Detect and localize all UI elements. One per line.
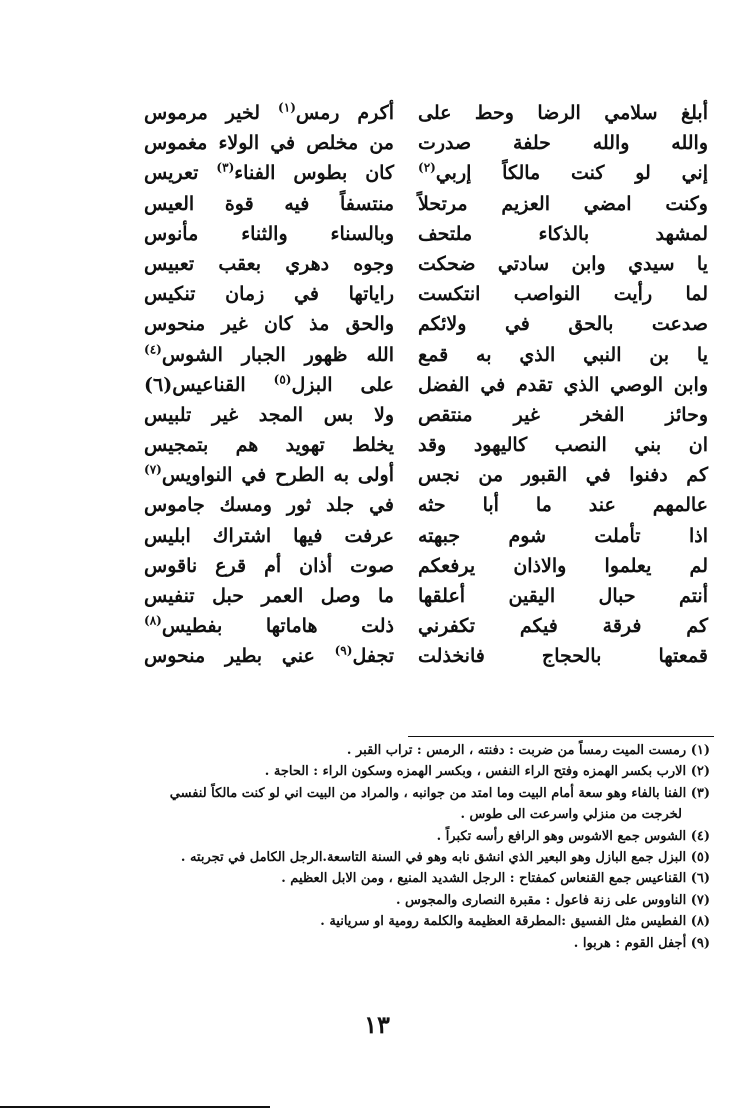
footnote: (١) رمست الميت رمساً من ضربت : دفنته ، الرمس : تراب القبر . [346, 743, 710, 758]
footnote: (٣) الفنا بالفاء وهو سعة أمام البيت وما امتد من جوانبه ، والمراد من البيت اني لو كنت مالكاً لنفسي [169, 785, 710, 801]
verse-second-half-text-after: تعريس [144, 162, 217, 185]
verse-first-half-text: إني لو كنت مالكاً إربي [435, 162, 708, 185]
verse-second-half-text: راياتها في زمان تنكيس [144, 283, 394, 306]
page-number: ١٣ [364, 1010, 390, 1039]
verse-first-half-text: وحائز الفخر غير منتقص [418, 403, 708, 426]
footnote-marker: (٢) [418, 161, 436, 176]
footnote: لخرجت من منزلي واسرعت الى طوس . [460, 807, 682, 823]
verse-first-half-text: أنتم حبال اليقين أعلقها [418, 585, 708, 607]
verse-second-half-text: منتسفاً فيه قوة العيس [144, 192, 394, 215]
footnote: (٦) القناعيس جمع القنعاس كمفتاح : الرجل الشديد المنيع ، ومن الابل العظيم . [281, 871, 710, 887]
verse-first-half [418, 641, 708, 671]
verse-first-half [418, 490, 708, 520]
verse-first-half-text: لما رأيت النواصب انتكست [418, 283, 708, 306]
verse-second-half-text: على البزل [291, 373, 394, 396]
verse-second-half-text: والحق مذ كان غير منحوس [144, 313, 394, 336]
footnote-marker: (٤) [144, 342, 162, 357]
verse-first-half [418, 309, 708, 339]
verse-second-half [144, 460, 394, 490]
verse-second-half-text: أكرم رمس [295, 102, 394, 124]
verse-second-half-text: ذلت هاماتها بفطيس [161, 615, 394, 638]
verse-first-half-text: والله والله حلفة صدرت [418, 132, 708, 155]
footnote-marker: (١) [278, 100, 296, 115]
verse-second-half-text-after: عني بطير منحوس [144, 645, 335, 668]
verse-first-half-text: كم فرقة فيكم تكفرني [418, 615, 708, 638]
verse-second-half-text: يخلط تهويد هم بتمجيس [144, 434, 394, 457]
verse-first-half-text: وابن الوصي الذي تقدم في الفضل [418, 373, 708, 396]
verse-second-half-text: في جلد ثور ومسك جاموس [144, 494, 394, 517]
verse-second-half-text: من مخلص في الولاء مغموس [144, 132, 394, 155]
verse-first-half [418, 279, 708, 309]
footnote-marker: (٥) [273, 372, 292, 387]
verse-first-half-text: قمعتها بالحجاج فانخذلت [418, 645, 708, 668]
verse-second-half [144, 219, 394, 249]
verse-first-half-text: أبلغ سلامي الرضا وحط على [418, 102, 708, 124]
footnote: (٨) الفطيس مثل الفسيق :المطرقة العظيمة والكلمة رومية او سريانية . [320, 914, 710, 930]
verse-second-half-text-after: لخير مرموس [144, 102, 279, 124]
verse-second-half [144, 521, 394, 551]
verse-first-half-text: ان بني النصب كاليهود وقد [418, 434, 708, 457]
verse-first-half-text: يا بن النبي الذي به قمع [418, 343, 708, 366]
verse-second-half [144, 309, 394, 339]
verse-first-half [418, 521, 708, 551]
verse-second-half-text: كان بطوس الفناء [234, 162, 394, 185]
verse-second-half [144, 551, 394, 581]
footnote-marker: (٨) [144, 613, 162, 628]
verse-first-half [418, 400, 708, 430]
footnote-marker: (٧) [144, 462, 162, 477]
verse-second-half [144, 430, 394, 460]
footnote: (٤) الشوس جمع الاشوس وهو الرافع رأسه تكبراً . [436, 828, 710, 844]
verse-second-half-text: الله ظهور الجبار الشوس [161, 343, 394, 366]
footnote-marker: (٣) [216, 161, 235, 176]
verse-first-half [418, 340, 708, 370]
footnote-marker: (٩) [334, 644, 353, 659]
verse-second-half [144, 611, 394, 641]
footnotes [40, 740, 710, 954]
verse-second-half [144, 340, 394, 370]
verse-first-half [418, 581, 708, 611]
verse-first-half [418, 158, 708, 188]
footnote-separator [408, 736, 714, 737]
verse-second-half [144, 581, 394, 611]
verse-second-half-text: صوت أذان أم قرع ناقوس [144, 554, 394, 577]
poem-left-column [144, 98, 394, 672]
verse-first-half-text: لمشهد بالذكاء ملتحف [418, 222, 708, 245]
bottom-rule [0, 1106, 270, 1108]
verse-second-half [144, 249, 394, 279]
verse-first-half [418, 128, 708, 158]
verse-second-half-text-after: القناعيس(٦) [144, 373, 274, 396]
footnote: (٥) البزل جمع البازل وهو البعير الذي انشق نابه وهو في السنة التاسعة.الرجل الكامل في تجربته . [180, 849, 710, 865]
verse-first-half-text: كم دفنوا في القبور من نجس [418, 464, 708, 487]
footnote: (٧) الناووس على زنة فاعول : مقبرة النصارى والمجوس . [395, 892, 710, 908]
verse-second-half [144, 279, 394, 309]
verse-second-half [144, 98, 394, 128]
verse-second-half [144, 641, 394, 671]
verse-first-half [418, 611, 708, 641]
verse-first-half [418, 219, 708, 249]
verse-first-half-text: لم يعلموا والاذان يرفعكم [418, 554, 708, 577]
verse-second-half-text: وجوه دهري بعقب تعبيس [144, 252, 394, 275]
verse-second-half [144, 128, 394, 158]
poem-right-column [418, 98, 708, 672]
verse-second-half [144, 370, 394, 400]
verse-second-half [144, 158, 394, 188]
verse-second-half-text: عرفت فيها اشتراك ابليس [144, 524, 394, 547]
verse-second-half-text: ولا بس المجد غير تلبيس [144, 403, 394, 426]
verse-first-half-text: صدعت بالحق في ولائكم [418, 313, 708, 336]
verse-first-half [418, 551, 708, 581]
verse-second-half-text: وبالسناء والثناء مأنوس [144, 222, 394, 245]
verse-second-half-text: ما وصل العمر حبل تنفيس [144, 585, 394, 607]
verse-second-half [144, 189, 394, 219]
verse-first-half [418, 460, 708, 490]
verse-first-half-text: اذا تأملت شوم جبهته [418, 524, 708, 547]
verse-first-half-text: عالمهم عند ما أبا حثه [418, 494, 708, 517]
footnote: (٩) أجفل القوم : هربوا . [573, 935, 710, 951]
verse-first-half [418, 370, 708, 400]
verse-first-half [418, 249, 708, 279]
verse-second-half [144, 490, 394, 520]
verse-second-half-text: تجفل [352, 645, 394, 668]
verse-first-half [418, 430, 708, 460]
verse-first-half [418, 189, 708, 219]
verse-second-half-text: أولى به الطرح في النواويس [161, 464, 394, 487]
verse-first-half-text: وكنت امضي العزيم مرتحلاً [418, 192, 708, 215]
footnote: (٢) الارب بكسر الهمزه وفتح الراء النفس ، وبكسر الهمزه وسكون الراء : الحاجة . [264, 764, 710, 780]
verse-first-half-text: يا سيدي وابن سادتي ضحكت [418, 252, 708, 275]
verse-second-half [144, 400, 394, 430]
verse-first-half [418, 98, 708, 128]
